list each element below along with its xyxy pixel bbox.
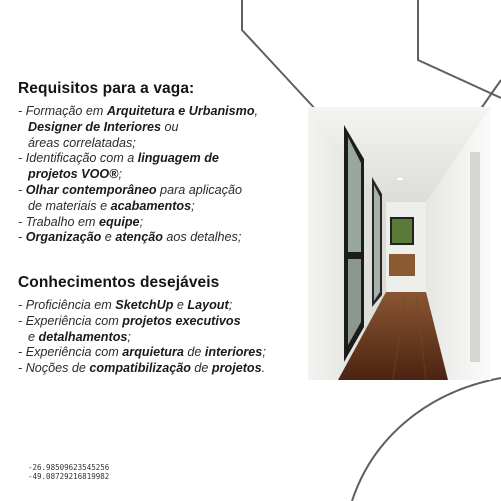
requirements-list: [18, 104, 308, 246]
item-text: -: [18, 182, 26, 197]
item-text: -: [18, 104, 26, 118]
emphasis-text: Olhar contemporâneo: [25, 182, 157, 197]
emphasis-text: detalhamentos: [38, 329, 128, 344]
list-item: [18, 298, 303, 314]
latitude-text: -26.98509623545256: [28, 463, 110, 472]
emphasis-text: projetos executivos: [122, 313, 241, 328]
desirable-knowledge-heading: Conhecimentos desejáveis: [18, 274, 220, 291]
item-text: -: [18, 230, 26, 245]
item-text: e: [173, 298, 188, 312]
item-text: áreas correlatadas;: [28, 135, 136, 150]
item-text: -: [18, 313, 26, 328]
list-item: [18, 199, 308, 215]
emphasis-text: Layout: [187, 298, 229, 312]
longitude-text: -49.08729216819982: [28, 472, 110, 481]
hexagon-outline-top: [242, 0, 501, 112]
item-text: ;: [118, 167, 122, 182]
emphasis-text: Organização: [25, 230, 102, 245]
hallway-photo: [308, 107, 491, 380]
emphasis-text: acabamentos: [110, 198, 192, 213]
list-item: [18, 104, 308, 120]
circle-arc-bottom: [352, 378, 501, 501]
list-item: [18, 120, 308, 136]
list-item: [18, 345, 303, 361]
item-text: Noções de: [25, 361, 90, 376]
list-item: [18, 230, 308, 246]
emphasis-text: Arquitetura e Urbanismo: [106, 104, 255, 118]
emphasis-text: interiores: [204, 345, 263, 360]
list-item: [18, 167, 308, 183]
item-text: Formação em: [25, 104, 107, 118]
hexagon-outline-right: [480, 80, 501, 110]
list-item: [18, 151, 308, 167]
item-text: para aplicação: [156, 182, 242, 197]
hallway-illustration: [308, 107, 491, 380]
list-item: [18, 183, 308, 199]
item-text: de: [183, 345, 205, 360]
list-item: [18, 314, 303, 330]
list-item: [18, 330, 303, 346]
item-text: ;: [127, 329, 131, 344]
item-text: ,: [254, 104, 259, 118]
list-item: [18, 136, 308, 152]
item-text: Identificação com a: [25, 151, 138, 166]
item-text: -: [18, 345, 26, 360]
item-text: e: [101, 230, 116, 245]
item-text: Proficiência em: [25, 298, 116, 312]
emphasis-text: SketchUp: [115, 298, 174, 312]
list-item: [18, 215, 308, 231]
item-text: e: [28, 329, 39, 344]
item-text: Experiência com: [25, 345, 123, 360]
item-text: ;: [139, 214, 144, 229]
list-item: [18, 361, 303, 377]
item-text: ;: [262, 345, 266, 360]
item-text: de materiais e: [28, 198, 111, 213]
coordinates: [28, 463, 109, 481]
item-text: -: [18, 361, 26, 376]
item-text: Experiência com: [25, 313, 123, 328]
item-text: ;: [191, 198, 195, 213]
emphasis-text: equipe: [98, 214, 140, 229]
item-text: de: [190, 361, 212, 376]
desirable-knowledge-list: [18, 298, 303, 377]
emphasis-text: Designer de Interiores: [28, 119, 161, 134]
item-text: .: [261, 361, 266, 376]
emphasis-text: arquietura: [122, 345, 184, 360]
item-text: ;: [228, 298, 233, 312]
emphasis-text: projetos: [211, 361, 262, 376]
emphasis-text: projetos VOO®: [28, 167, 119, 182]
item-text: aos detalhes;: [162, 230, 242, 245]
requirements-heading: Requisitos para a vaga:: [18, 80, 195, 97]
item-text: -: [18, 214, 26, 229]
emphasis-text: compatibilização: [89, 361, 191, 376]
item-text: -: [18, 298, 26, 312]
item-text: ou: [160, 119, 179, 134]
item-text: -: [18, 151, 26, 166]
emphasis-text: atenção: [115, 230, 163, 245]
emphasis-text: linguagem de: [137, 151, 219, 166]
item-text: Trabalho em: [25, 214, 99, 229]
